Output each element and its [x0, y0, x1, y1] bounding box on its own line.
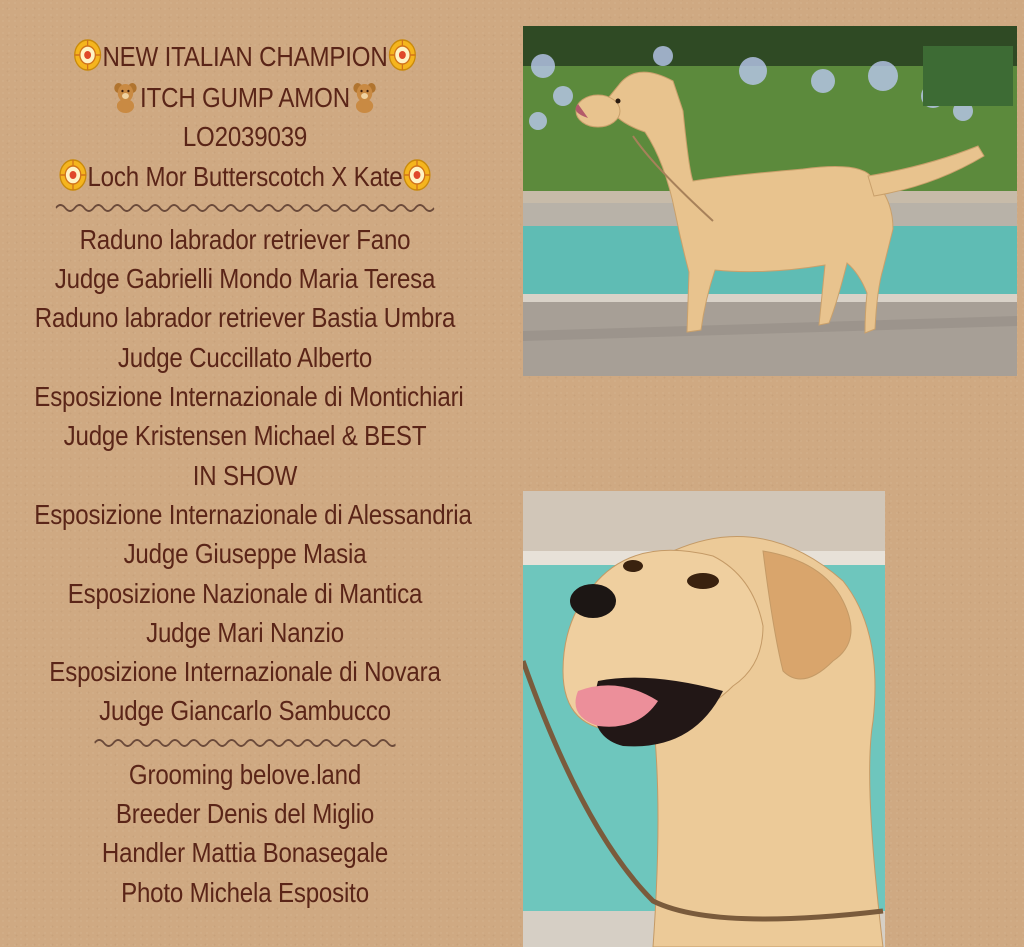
dog-name-line: [34, 78, 455, 117]
standing-dog-photo: [523, 26, 1017, 376]
teddy-bear-icon: [350, 79, 379, 113]
credit-grooming: Grooming belove.land: [128, 758, 362, 790]
parents-line: [34, 157, 455, 196]
show-line: Esposizione Internazionale di Novara: [49, 656, 441, 688]
credit-breeder: Breeder Denis del Miglio: [115, 798, 375, 830]
credit-photo: Photo Michela Esposito: [121, 876, 369, 908]
rosette-icon: [403, 158, 432, 192]
parents: Loch Mor Butterscotch X Kate: [87, 160, 403, 192]
judge-line: Judge Kristensen Michael & BEST: [63, 420, 427, 452]
show-line: Esposizione Nazionale di Mantica: [67, 577, 423, 609]
champion-title: NEW ITALIAN CHAMPION: [102, 41, 388, 72]
teddy-bear-icon: [111, 79, 140, 113]
rosette-icon: [58, 158, 87, 192]
award-line: IN SHOW: [192, 459, 298, 491]
show-line: Raduno labrador retriever Fano: [79, 223, 411, 255]
wavy-divider-icon: [34, 196, 455, 220]
wavy-divider-icon: [34, 731, 455, 755]
judge-line: Judge Mari Nanzio: [146, 616, 344, 648]
show-line: Esposizione Internazionale di Montichiari: [34, 381, 464, 413]
judge-line: Judge Giuseppe Masia: [123, 538, 367, 570]
post-text: [34, 36, 472, 912]
judge-line: Judge Cuccillato Alberto: [117, 341, 373, 373]
dog-name: ITCH GUMP AMON: [140, 82, 350, 113]
show-line: Raduno labrador retriever Bastia Umbra: [34, 302, 456, 334]
judge-line: Judge Giancarlo Sambucco: [99, 695, 391, 727]
dog-portrait-photo: [523, 491, 885, 947]
credit-handler: Handler Mattia Bonasegale: [101, 837, 389, 869]
rosette-icon: [73, 38, 102, 72]
rosette-icon: [388, 38, 417, 72]
judge-line: Judge Gabrielli Mondo Maria Teresa: [54, 263, 436, 295]
champion-title-line: [34, 36, 455, 78]
show-line: Esposizione Internazionale di Alessandria: [34, 498, 472, 530]
registration-number: LO2039039: [182, 121, 308, 153]
